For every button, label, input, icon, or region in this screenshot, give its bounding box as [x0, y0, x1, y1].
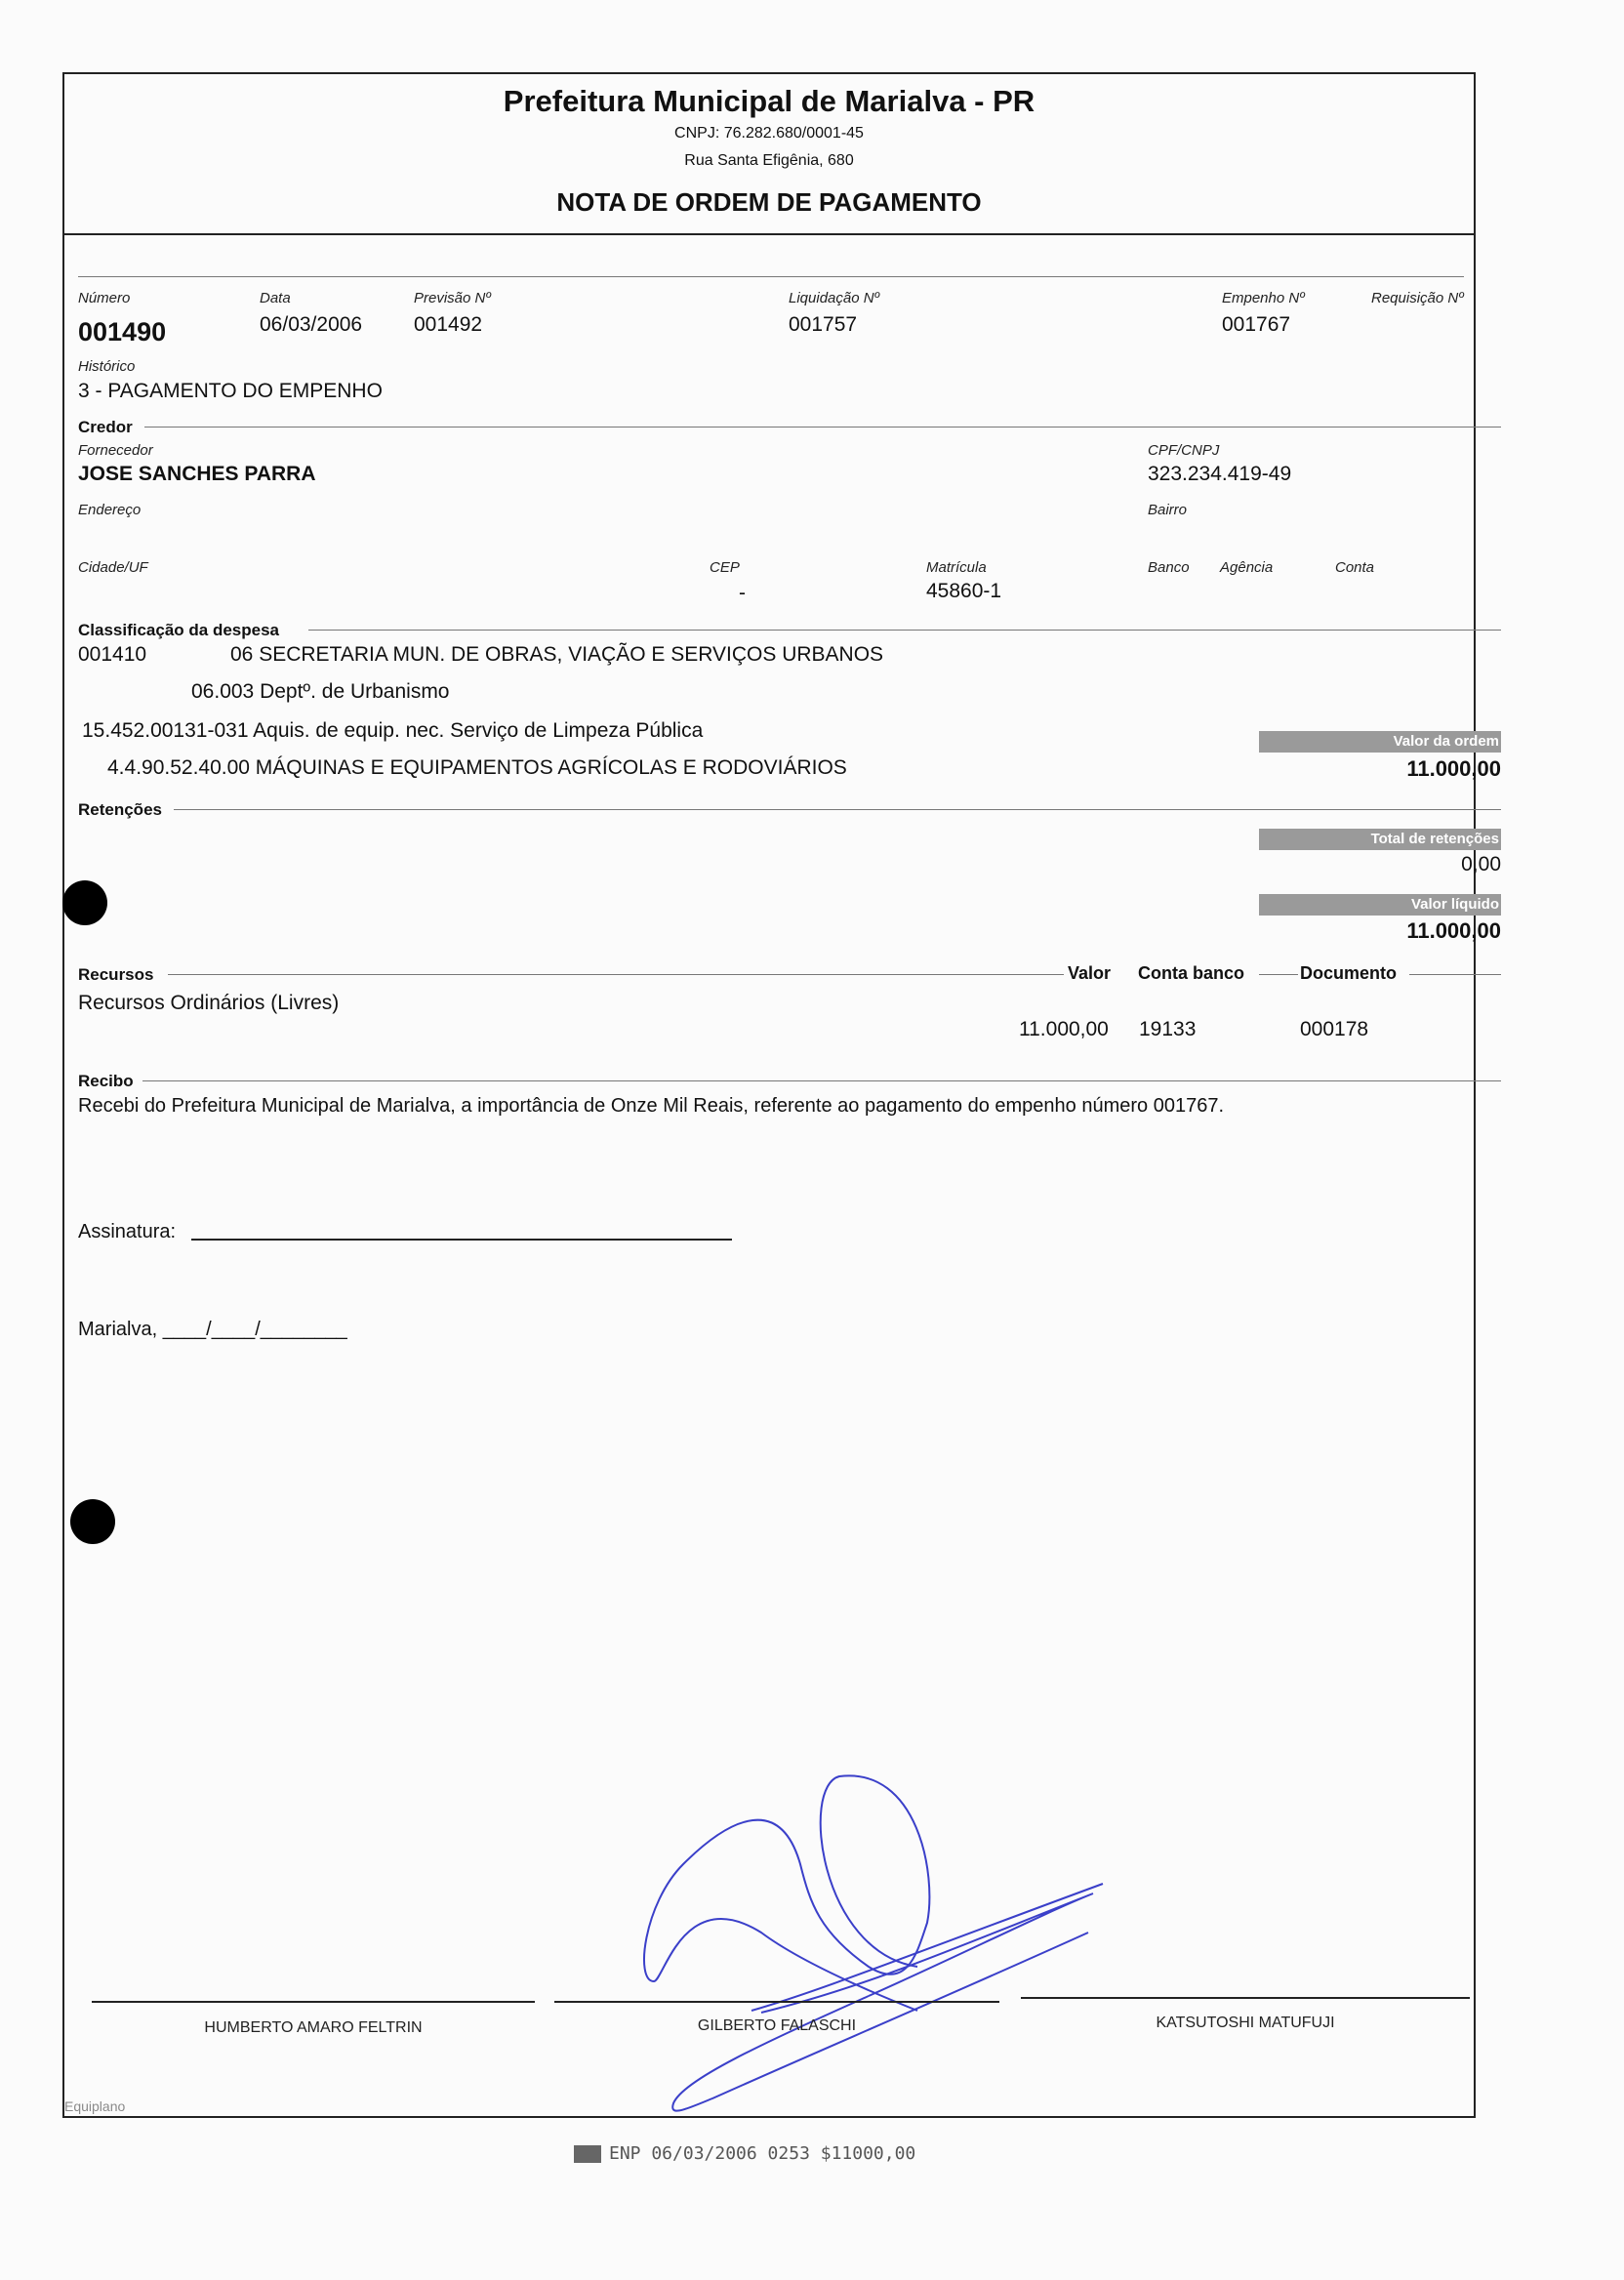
recursos-descricao: Recursos Ordinários (Livres)	[78, 992, 340, 1014]
signature-line	[1021, 1997, 1470, 1999]
agencia-label: Agência	[1220, 559, 1274, 576]
liquidacao-label: Liquidação Nº	[789, 290, 880, 306]
previsao-label: Previsão Nº	[414, 290, 491, 306]
cnpj-text: CNPJ: 76.282.680/0001-45	[674, 125, 864, 142]
signatory-name: HUMBERTO AMARO FELTRIN	[204, 2019, 423, 2036]
total-retencoes-label: Total de retenções	[1259, 829, 1501, 850]
valor-column-label: Valor	[1068, 963, 1112, 983]
address-text: Rua Santa Efigênia, 680	[684, 152, 854, 169]
signatory-name: KATSUTOSHI MATUFUJI	[1156, 2015, 1335, 2031]
secretaria-line: 06 SECRETARIA MUN. DE OBRAS, VIAÇÃO E SERVIÇOS URBANOS	[230, 643, 884, 666]
assinatura-label: Assinatura:	[78, 1221, 177, 1242]
signature-line	[92, 2001, 535, 2003]
punch-hole	[70, 1499, 115, 1544]
valor-ordem-value: 11.000,00	[1406, 756, 1501, 781]
divider	[1259, 974, 1298, 975]
credor-title: Credor	[78, 418, 133, 436]
empenho-value: 001767	[1222, 313, 1291, 336]
punch-hole	[62, 880, 107, 925]
local-date: Marialva, ____/____/________	[78, 1319, 347, 1340]
endereco-label: Endereço	[78, 502, 142, 518]
header-separator	[62, 233, 1476, 235]
dotacao-code: 001410	[78, 643, 147, 666]
cep-value: -	[739, 582, 746, 604]
conta-banco-column-label: Conta banco	[1138, 963, 1245, 983]
signature-line	[554, 2001, 999, 2003]
valor-ordem-label: Valor da ordem	[1259, 731, 1501, 753]
liquidacao-value: 001757	[789, 313, 858, 336]
cpf-label: CPF/CNPJ	[1148, 442, 1220, 459]
departamento-line: 06.003 Deptº. de Urbanismo	[191, 680, 450, 703]
recibo-text: Recebi do Prefeitura Municipal de Marialva, a importância de Onze Mil Reais, referente ao pagamento do empenho número 001767.	[78, 1095, 1225, 1117]
classificacao-title: Classificação da despesa	[78, 621, 280, 639]
recibo-title: Recibo	[78, 1072, 134, 1090]
assinatura-line	[191, 1239, 732, 1241]
historico-value: 3 - PAGAMENTO DO EMPENHO	[78, 380, 383, 402]
data-value: 06/03/2006	[260, 313, 363, 336]
cep-label: CEP	[710, 559, 740, 576]
signatory-name: GILBERTO FALASCHI	[697, 2017, 857, 2034]
divider	[174, 809, 1501, 810]
retencoes-title: Retenções	[78, 800, 162, 819]
valor-liquido-value: 11.000,00	[1406, 918, 1501, 943]
programa-line: 15.452.00131-031 Aquis. de equip. nec. Serviço de Limpeza Pública	[82, 719, 704, 742]
divider	[308, 630, 1501, 631]
divider	[142, 1080, 1501, 1081]
stamp-mark	[574, 2145, 601, 2163]
municipality-title: Prefeitura Municipal de Marialva - PR	[503, 84, 1035, 118]
natureza-line: 4.4.90.52.40.00 MÁQUINAS E EQUIPAMENTOS AGRÍCOLAS E RODOVIÁRIOS	[107, 756, 847, 779]
cidade-label: Cidade/UF	[78, 559, 148, 576]
divider	[168, 974, 1064, 975]
recursos-documento: 000178	[1300, 1018, 1369, 1040]
documento-column-label: Documento	[1300, 963, 1397, 983]
cpf-value: 323.234.419-49	[1148, 463, 1292, 485]
empenho-label: Empenho Nº	[1222, 290, 1305, 306]
total-retencoes-value: 0,00	[1461, 853, 1501, 875]
divider	[1409, 974, 1501, 975]
previsao-value: 001492	[414, 313, 483, 336]
matricula-value: 45860-1	[926, 580, 1002, 602]
payment-stamp: ENP 06/03/2006 0253 $11000,00	[609, 2143, 916, 2164]
recursos-valor: 11.000,00	[1019, 1018, 1109, 1040]
bairro-label: Bairro	[1148, 502, 1188, 518]
conta-label: Conta	[1335, 559, 1375, 576]
divider	[144, 427, 1501, 428]
numero-label: Número	[78, 290, 131, 306]
recursos-conta: 19133	[1139, 1018, 1197, 1040]
banco-label: Banco	[1148, 559, 1190, 576]
numero-value: 001490	[78, 317, 167, 346]
handwritten-signature	[625, 1757, 1132, 2128]
matricula-label: Matrícula	[926, 559, 987, 576]
divider	[78, 276, 1464, 277]
software-watermark: Equiplano	[64, 2098, 126, 2114]
fornecedor-label: Fornecedor	[78, 442, 153, 459]
data-label: Data	[260, 290, 291, 306]
historico-label: Histórico	[78, 358, 136, 375]
fornecedor-value: JOSE SANCHES PARRA	[78, 463, 316, 485]
valor-liquido-label: Valor líquido	[1259, 894, 1501, 916]
requisicao-label: Requisição Nº	[1371, 290, 1464, 306]
document-title: NOTA DE ORDEM DE PAGAMENTO	[556, 187, 982, 217]
recursos-title: Recursos	[78, 965, 154, 984]
